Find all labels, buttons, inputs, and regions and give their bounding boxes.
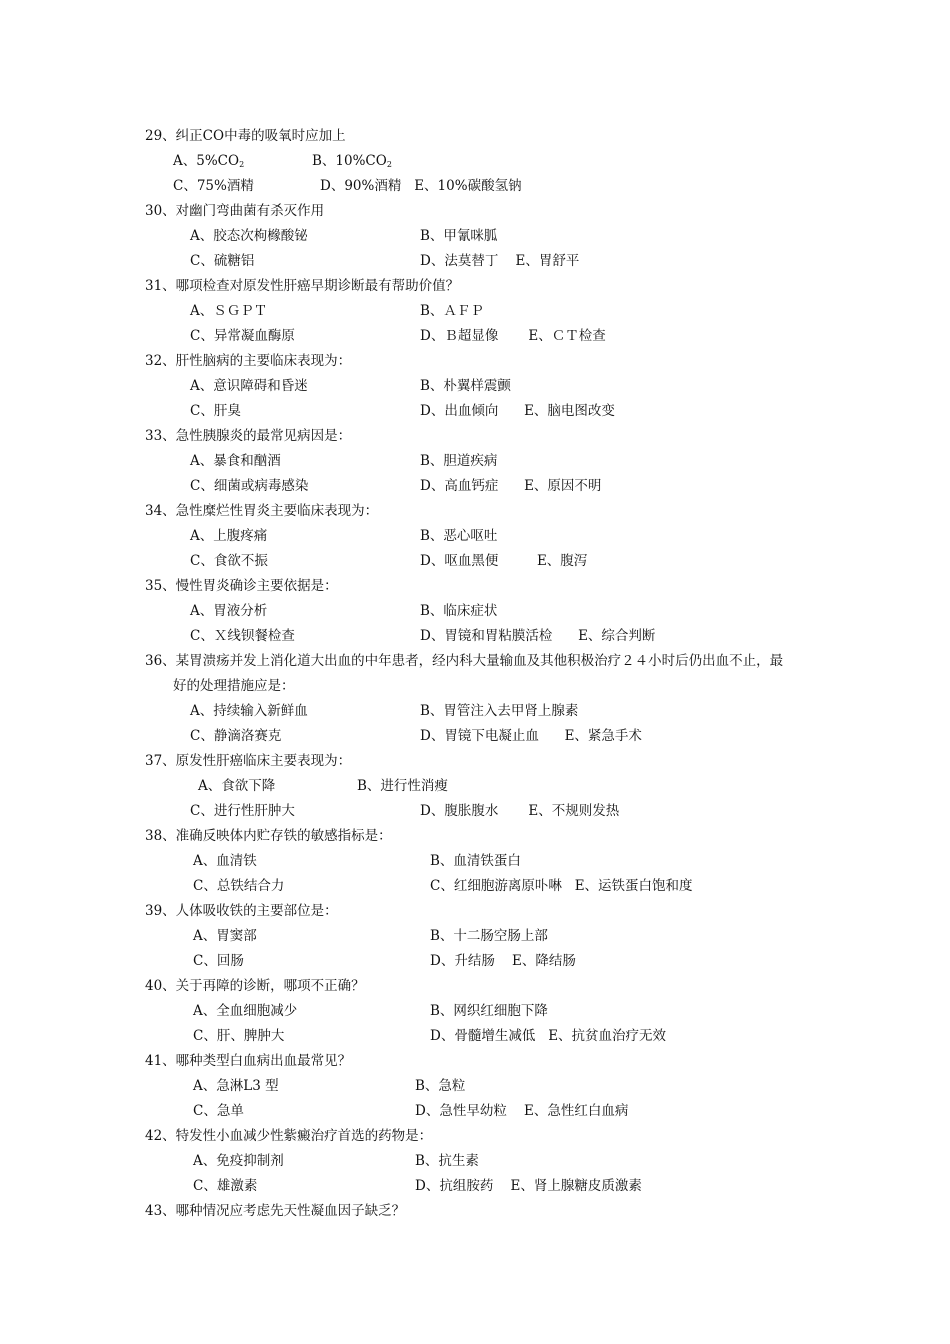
question-36-option-c: C、静滴洛赛克 — [190, 728, 282, 744]
question-31-option-a: A、ＳＧＰＴ — [190, 303, 268, 319]
question-42-option-de: D、抗组胺药 E、肾上腺糖皮质激素 — [415, 1178, 642, 1194]
question-41-option-de: D、急性早幼粒 E、急性红白血病 — [415, 1103, 629, 1119]
question-34-option-b: B、恶心呕吐 — [420, 528, 498, 544]
question-42-option-a: A、免疫抑制剂 — [193, 1153, 284, 1169]
question-38-option-a: A、血清铁 — [193, 853, 257, 869]
question-37-option-b: B、进行性消瘦 — [357, 778, 448, 794]
question-33-option-b: B、胆道疾病 — [420, 453, 498, 469]
question-41-stem: 41、哪种类型白血病出血最常见？ — [145, 1053, 352, 1069]
question-40-option-a: A、全血细胞减少 — [193, 1003, 298, 1019]
question-29-option-b: B、$10\%CO_2$ — [312, 153, 392, 169]
question-29-option-c: C、75%酒精 — [173, 178, 254, 194]
question-31-stem: 31、哪项检查对原发性肝癌早期诊断最有帮助价值？ — [145, 278, 460, 294]
question-30-option-b: B、甲氰咪胍 — [420, 228, 498, 244]
question-29-option-a: A、$5\%CO_2$ — [173, 153, 245, 169]
question-36-stem: 36、某胃溃疡并发上消化道大出血的中年患者，经内科大量输血及其他积极治疗２４小时后仍出血不止，最 — [145, 653, 784, 669]
question-38-option-c: C、总铁结合力 — [193, 878, 285, 894]
question-33-option-a: A、暴食和酗酒 — [190, 453, 281, 469]
question-40-option-b: B、网织红细胞下降 — [430, 1003, 548, 1019]
question-39-stem: 39、人体吸收铁的主要部位是： — [145, 903, 338, 919]
question-39-option-b: B、十二肠空肠上部 — [430, 928, 548, 944]
question-41-option-a: A、急淋L3 型 — [193, 1078, 279, 1094]
question-31-option-b: B、ＡＦＰ — [420, 303, 484, 319]
question-41-option-b: B、急粒 — [415, 1078, 466, 1094]
question-35-stem: 35、慢性胃炎确诊主要依据是： — [145, 578, 338, 594]
question-29-stem: 29、纠正CO中毒的吸氧时应加上 — [145, 128, 346, 144]
question-30-option-de: D、法莫替丁 E、胃舒平 — [420, 253, 580, 269]
question-36-option-b: B、胃管注入去甲肾上腺素 — [420, 703, 579, 719]
question-30-option-a: A、胶态次枸橼酸铋 — [190, 228, 308, 244]
question-30-stem: 30、对幽门弯曲菌有杀灭作用 — [145, 203, 325, 219]
question-36-option-a: A、持续输入新鲜血 — [190, 703, 308, 719]
question-35-option-b: B、临床症状 — [420, 603, 498, 619]
question-38-stem: 38、准确反映体内贮存铁的敏感指标是： — [145, 828, 392, 844]
question-33-option-c: C、细菌或病毒感染 — [190, 478, 309, 494]
question-38-option-de: C、红细胞游离原卟啉 E、运铁蛋白饱和度 — [430, 878, 693, 894]
question-32-option-de: D、出血倾向 E、脑电图改变 — [420, 403, 615, 419]
question-35-option-c: C、Ｘ线钡餐检查 — [190, 628, 295, 644]
question-30-option-c: C、硫糖铝 — [190, 253, 255, 269]
question-32-option-b: B、朴翼样震颤 — [420, 378, 511, 394]
question-41-option-c: C、急单 — [193, 1103, 244, 1119]
question-35-option-a: A、胃液分析 — [190, 603, 268, 619]
question-34-stem: 34、急性糜烂性胃炎主要临床表现为： — [145, 503, 379, 519]
question-37-option-a: A、食欲下降 — [198, 778, 276, 794]
question-34-option-c: C、食欲不振 — [190, 553, 268, 569]
question-37-stem: 37、原发性肝癌临床主要表现为： — [145, 753, 352, 769]
question-42-stem: 42、特发性小血减少性紫癜治疗首选的药物是： — [145, 1128, 433, 1144]
question-32-stem: 32、肝性脑病的主要临床表现为： — [145, 353, 352, 369]
question-36-stem-continued: 好的处理措施应是： — [173, 678, 295, 694]
question-39-option-c: C、回肠 — [193, 953, 244, 969]
question-34-option-de: D、呕血黑便 E、腹泻 — [420, 553, 588, 569]
question-31-option-de: D、Ｂ超显像 E、ＣＴ检查 — [420, 328, 606, 344]
question-40-stem: 40、关于再障的诊断，哪项不正确？ — [145, 978, 365, 994]
question-36-option-de: D、胃镜下电凝止血 E、紧急手术 — [420, 728, 642, 744]
question-42-option-b: B、抗生素 — [415, 1153, 479, 1169]
question-37-option-de: D、腹胀腹水 E、不规则发热 — [420, 803, 620, 819]
question-32-option-a: A、意识障碍和昏迷 — [190, 378, 308, 394]
question-33-stem: 33、急性胰腺炎的最常见病因是： — [145, 428, 352, 444]
question-39-option-de: D、升结肠 E、降结肠 — [430, 953, 576, 969]
question-31-option-c: C、异常凝血酶原 — [190, 328, 295, 344]
question-33-option-de: D、高血钙症 E、原因不明 — [420, 478, 602, 494]
question-43-stem: 43、哪种情况应考虑先天性凝血因子缺乏？ — [145, 1203, 406, 1219]
question-34-option-a: A、上腹疼痛 — [190, 528, 268, 544]
question-39-option-a: A、胃窦部 — [193, 928, 257, 944]
question-40-option-c: C、肝、脾肿大 — [193, 1028, 285, 1044]
question-37-option-c: C、进行性肝肿大 — [190, 803, 295, 819]
question-32-option-c: C、肝臭 — [190, 403, 241, 419]
question-40-option-de: D、骨髓增生减低 E、抗贫血治疗无效 — [430, 1028, 667, 1044]
question-38-option-b: B、血清铁蛋白 — [430, 853, 521, 869]
question-29-option-de: D、90%酒精 E、10%碳酸氢钠 — [320, 178, 522, 194]
question-42-option-c: C、雄激素 — [193, 1178, 258, 1194]
question-35-option-de: D、胃镜和胃粘膜活检 E、综合判断 — [420, 628, 656, 644]
